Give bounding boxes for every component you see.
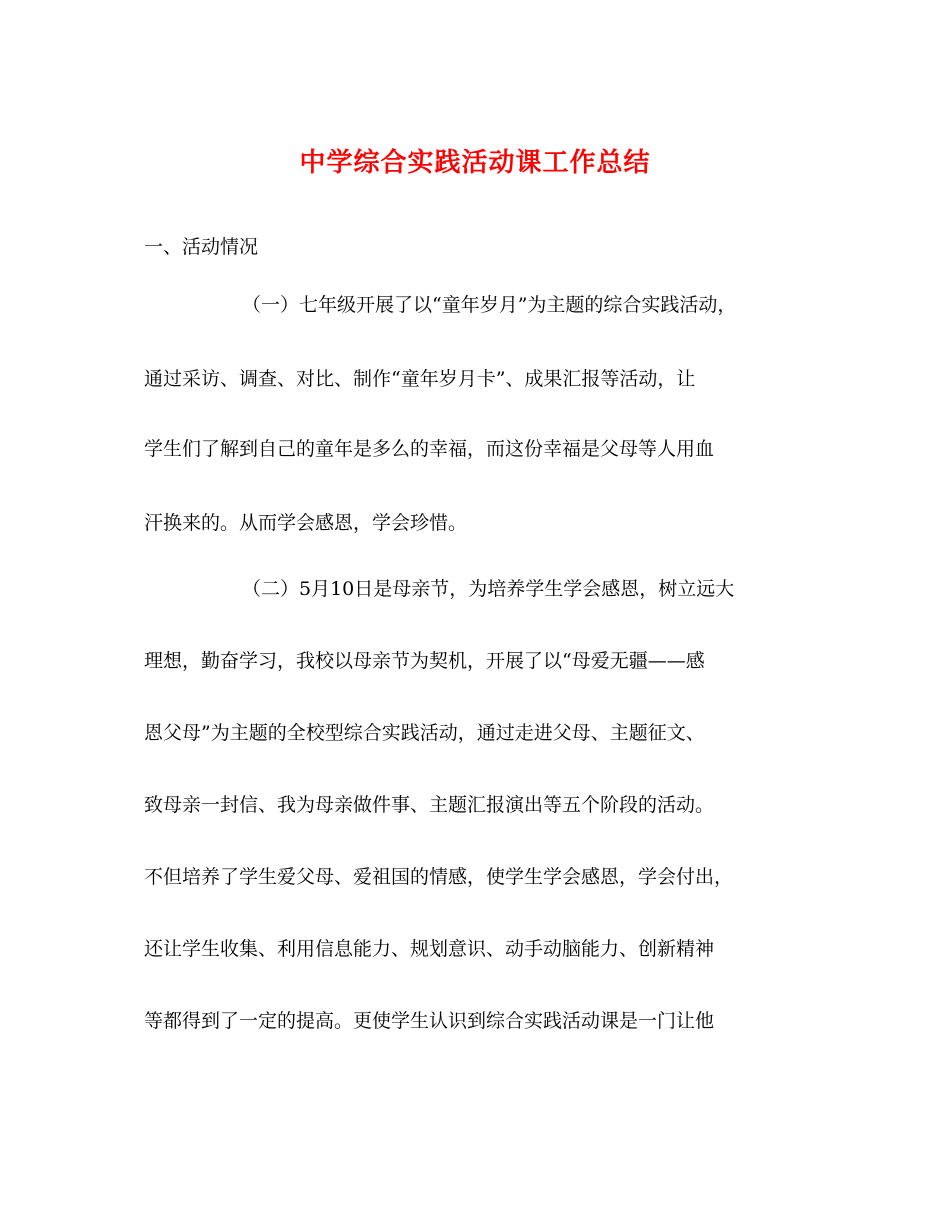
paragraph-line: 等都得到了一定的提高。更使学生认识到综合实践活动课是一门让他	[144, 1010, 715, 1032]
paragraph-line: 致母亲一封信、我为母亲做件事、主题汇报演出等五个阶段的活动。	[144, 794, 715, 816]
paragraph-line: （一）七年级开展了以“童年岁月”为主题的综合实践活动，	[242, 294, 737, 316]
paragraph-line: 通过采访、调查、对比、制作“童年岁月卡”、成果汇报等活动，让	[144, 368, 696, 390]
paragraph-line: 不但培养了学生爱父母、爱祖国的情感，使学生学会感恩，学会付出，	[144, 866, 734, 888]
paragraph-line: 汗换来的。从而学会感恩，学会珍惜。	[144, 512, 468, 534]
paragraph-line: 还让学生收集、利用信息能力、规划意识、动手动脑能力、创新精神	[144, 938, 715, 960]
section-heading: 一、活动情况	[144, 236, 259, 258]
document-title: 中学综合实践活动课工作总结	[299, 148, 651, 178]
paragraph-line: 理想，勤奋学习，我校以母亲节为契机，开展了以“母爱无疆——感	[144, 650, 705, 672]
paragraph-line: 恩父母”为主题的全校型综合实践活动，通过走进父母、主题征文、	[144, 722, 705, 744]
paragraph-line: 学生们了解到自己的童年是多么的幸福，而这份幸福是父母等人用血	[144, 438, 715, 460]
paragraph-line: （二）5月10日是母亲节，为培养学生学会感恩，树立远大	[242, 578, 735, 600]
